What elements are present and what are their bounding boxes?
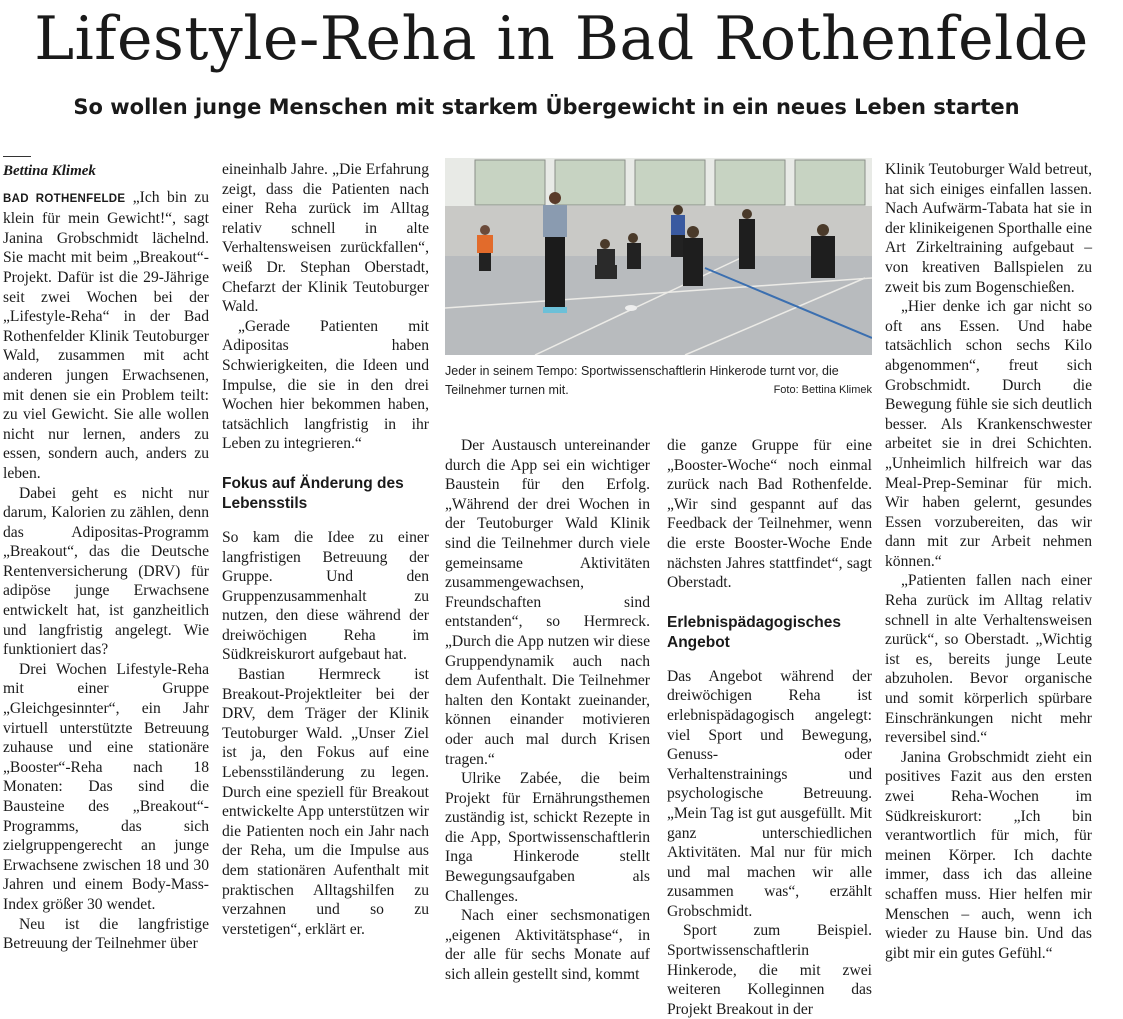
lead-paragraph (3, 188, 209, 484)
author-rule (3, 156, 31, 157)
photo-caption (445, 362, 872, 400)
paragraph: So kam die Idee zu einer langfristigen Betreuung der Gruppe. Und den Gruppenzusammenhalt zu nutzen, den diese während der dreiwöchigen Reha im Südkreiskurort aufgebaut hat. (222, 528, 429, 664)
gym-photo (445, 158, 872, 355)
paragraph: Nach einer sechsmonatigen „eigenen Aktivitätsphase“, in der alle für sechs Monate auf sich allein gestellt sind, kommt (445, 907, 650, 984)
column-5 (885, 160, 1092, 963)
paragraph: Der Austausch untereinander durch die App sei ein wichtiger Baustein für den Erfolg. „Während der drei Wochen in der Teutoburger Wald Klinik sind die Teilnehmer durch viele gemeinsame Aktivitäten zusammengewachsen, Freundschaften sind entstanden“, so Hermreck. „Durch die App nutzen wir diese Gruppendynamik auch nach dem Aufenthalt. Die Teilnehmer halten den Kontakt zueinander, können einander motivieren oder auch mal durch Krisen tragen.“ (445, 437, 650, 768)
paragraph: Janina Grobschmidt zieht ein positives Fazit aus den ersten zwei Reha-Wochen im Südkreiskurort: „Ich bin verantwortlich für mich, für meinen Körper. Ich dachte immer, dass ich das alleine schaffen muss. Hier helfen mir Menschen – auch, wenn ich wieder zu Hause bin. Und das gibt mir ein gutes Gefühl.“ (885, 748, 1092, 962)
paragraph: Drei Wochen Lifestyle-Reha mit einer Gruppe „Gleichgesinnter“, ein Jahr virtuell unterstützte Betreuung zuhause und eine stationäre „Booster“-Reha nach 18 Monaten: Das sind die Bausteine des „Breakout“-Programms, das sich zielgruppengerecht an junge Erwachsene zwischen 18 und 30 Jahren und einem Body-Mass-Index größer 30 wendet. (3, 660, 209, 913)
paragraph: eineinhalb Jahre. „Die Erfahrung zeigt, dass die Patienten nach einer Reha zurück im Alltag relativ schnell in alte Verhaltensweisen zurückfallen“, weiß Dr. Stephan Oberstadt, Chefarzt der Klinik Teutoburger Wald. (222, 161, 429, 316)
subheadline: So wollen junge Menschen mit starkem Übergewicht in ein neues Leben starten (73, 95, 1020, 119)
gym-photo-illustration (445, 158, 872, 355)
dateline: BAD ROTHENFELDE (3, 192, 126, 205)
paragraph-text: „Ich bin zu klein für mein Gewicht!“, sagt Janina Grobschmidt lächelnd. Sie macht mit beim „Breakout“-Projekt. Dafür ist die 29-Jährige seit zwei Wochen bei der „Lifestyle-Reha“ in der Bad Rothenfelder Klinik Teutoburger Wald, zusammen mit acht anderen jungen Erwachsenen, mit denen sie ein Problem teilt: zu viel Gewicht. Sie alle wollen nicht nur lernen, anders zu essen, sondern auch, anders zu leben. (3, 188, 209, 482)
paragraph: die ganze Gruppe für eine „Booster-Woche“ noch einmal zurück nach Bad Rothenfelde. „Wir sind gespannt auf das Feedback der Teilnehmer, wenn die erste Booster-Woche Ende nächsten Jahres stattfindet“, sagt Oberstadt. (667, 437, 872, 592)
column-2 (222, 160, 429, 939)
column-3 (445, 436, 650, 985)
paragraph: Das Angebot während der dreiwöchigen Reha ist erlebnispädagogisch angelegt: viel Sport und Bewegung, Genuss- oder Verhaltenstrainings und psychologische Betreuung. „Mein Tag ist gut ausgefüllt. Mit ganz unterschiedlichen Aktivitäten. Mal nur für mich und mal machen wir alle zusammen was“, erzählt Grobschmidt. (667, 667, 872, 920)
column-1 (3, 160, 209, 954)
caption-text: Jeder in seinem Tempo: Sportwissenschaftlerin Hinkerode turnt vor, die Teilnehmer turnen mit. (445, 364, 839, 397)
paragraph: Klinik Teutoburger Wald betreut, hat sich einiges einfallen lassen. Nach Aufwärm-Tabata hat sie in der klinikeigenen Sporthalle eine Art Zirkeltraining aufgebaut – von kreativen Ballspielen zu zweit bis zum Bogenschießen. (885, 161, 1092, 296)
paragraph: „Gerade Patienten mit Adipositas haben Schwierigkeiten, die Ideen und Impulse, die sie in den drei Wochen hier bekommen haben, tatsächlich langfristig in ihr Leben zu integrieren.“ (222, 317, 429, 453)
author-byline: Bettina Klimek (3, 163, 96, 179)
headline: Lifestyle-Reha in Bad Rothenfelde (34, 4, 1089, 74)
photo-credit: Foto: Bettina Klimek (773, 384, 872, 396)
paragraph: Neu ist die langfristige Betreuung der Teilnehmer über (3, 915, 209, 953)
paragraph: „Hier denke ich gar nicht so oft ans Essen. Und habe tatsächlich schon sechs Kilo abgenommen“, freut sich Grobschmidt. Durch die Bewegung fühle sie sich deutlich besser. Als Krankenschwester arbeitet sie in drei Schichten. „Unheimlich hilfreich war das Meal-Prep-Seminar für mich. Wir haben gelernt, gesundes Essen vorzubereiten, das wir dann mit zur Arbeit nehmen können.“ (885, 298, 1092, 570)
column-4 (667, 436, 872, 1019)
paragraph: „Patienten fallen nach einer Reha zurück im Alltag relativ schnell in alte Verhaltensweisen zurück“, so Oberstadt. „Wichtig ist es, bereits junge Leute abzuholen. Bevor organische und somit körperlich spürbare Einschränkungen nicht mehr reversibel sind.“ (885, 572, 1092, 747)
subheading-lifestyle: Fokus auf Änderung des Lebensstils (222, 474, 404, 512)
paragraph: Dabei geht es nicht nur darum, Kalorien zu zählen, denn das Adipositas-Programm „Breakout“, das die Deutsche Rentenversicherung (DRV) für adipöse junge Erwachsene entwickelt hat, ist ganzheitlich und langfristig angelegt. Wie funktioniert das? (3, 484, 209, 659)
paragraph: Bastian Hermreck ist Breakout-Projektleiter bei der DRV, dem Träger der Klinik Teutoburger Wald. „Unser Ziel ist ja, den Fokus auf eine Lebensstiländerung zu legen. Durch eine speziell für Breakout entwickelte App unterstützen wir die Patienten noch ein Jahr nach der Reha, um die Impulse aus dem stationären Aufenthalt mit praktischen Alltagshilfen zu verzahnen und so zu verstetigen“, erklärt er. (222, 666, 429, 938)
paragraph: Ulrike Zabée, die beim Projekt für Ernährungsthemen zuständig ist, schickt Rezepte in die App, Sportwissenschaftlerin Inga Hinkerode stellt Bewegungsaufgaben als Challenges. (445, 770, 650, 905)
subheading-erlebnis: Erlebnispädagogisches Angebot (667, 613, 841, 651)
paragraph: Sport zum Beispiel. Sportwissenschaftlerin Hinkerode, die mit zwei weiteren Kolleginnen das Projekt Breakout in der (667, 922, 872, 1018)
